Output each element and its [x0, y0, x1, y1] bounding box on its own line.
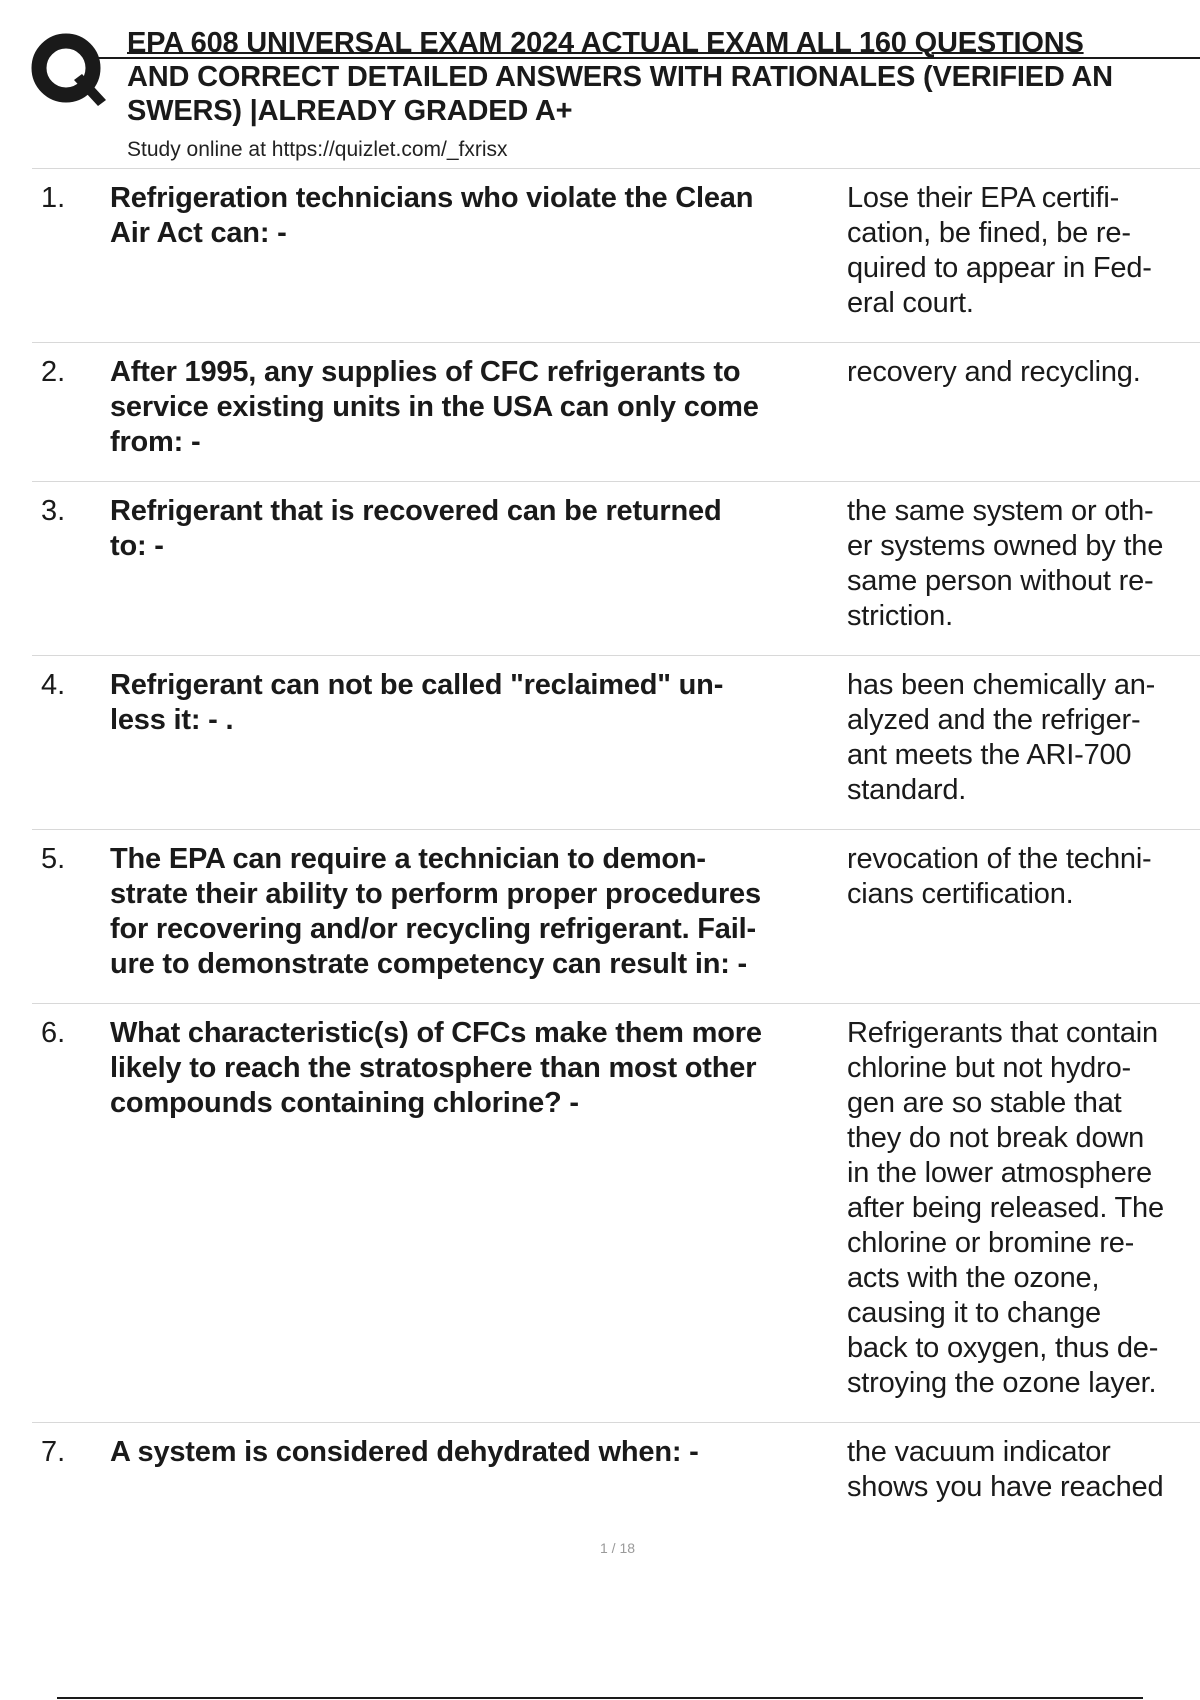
definition-line: quired to appear in Fed-	[847, 252, 1152, 284]
definition-line: acts with the ozone,	[847, 1262, 1100, 1294]
question-term	[110, 494, 838, 564]
item-number: 5.	[41, 843, 66, 875]
definition-line: they do not break down	[847, 1122, 1145, 1154]
item-number: 2.	[41, 356, 66, 388]
term-line: What characteristic(s) of CFCs make them more	[110, 1017, 762, 1049]
term-line: service existing units in the USA can only come	[110, 391, 759, 423]
term-line: from: -	[110, 426, 201, 458]
term-line: compounds containing chlorine? -	[110, 1087, 579, 1119]
term-line: less it: - .	[110, 704, 234, 736]
item-number: 4.	[41, 669, 66, 701]
definition-line: stroying the ozone layer.	[847, 1367, 1157, 1399]
item-number: 7.	[41, 1436, 66, 1468]
quizlet-logo-icon	[30, 30, 106, 112]
term-line: Refrigerant that is recovered can be returned	[110, 495, 722, 527]
term-line: Refrigerant can not be called "reclaimed" un-	[110, 669, 724, 701]
flashcard-list	[32, 169, 1200, 1526]
definition-line: cians certification.	[847, 878, 1074, 910]
flashcard-row	[32, 656, 1200, 830]
definition-line: back to oxygen, thus de-	[847, 1332, 1159, 1364]
bottom-rule	[57, 1697, 1143, 1699]
definition-line: er systems owned by the	[847, 530, 1164, 562]
definition-line: standard.	[847, 774, 967, 806]
item-number: 3.	[41, 495, 66, 527]
definition-line: has been chemically an-	[847, 669, 1156, 701]
definition-line: revocation of the techni-	[847, 843, 1152, 875]
definition-line: shows you have reached	[847, 1471, 1164, 1503]
definition-line: striction.	[847, 600, 953, 632]
definition-line: ant meets the ARI-700	[847, 739, 1132, 771]
term-line: Refrigeration technicians who violate the Clean	[110, 182, 754, 214]
answer-definition	[838, 355, 1200, 390]
answer-definition	[838, 668, 1200, 808]
question-term	[110, 1016, 838, 1121]
definition-line: causing it to change	[847, 1297, 1101, 1329]
definition-line: the same system or oth-	[847, 495, 1154, 527]
definition-line: cation, be fined, be re-	[847, 217, 1131, 249]
term-line: After 1995, any supplies of CFC refrigerants to	[110, 356, 741, 388]
item-number: 1.	[41, 182, 66, 214]
definition-line: eral court.	[847, 287, 974, 319]
answer-definition	[838, 181, 1200, 321]
title-line-1: EPA 608 UNIVERSAL EXAM 2024 ACTUAL EXAM ALL 160 QUESTIONS	[127, 27, 1084, 59]
definition-line: chlorine but not hydro-	[847, 1052, 1131, 1084]
definition-line: in the lower atmosphere	[847, 1157, 1152, 1189]
item-number: 6.	[41, 1017, 66, 1049]
term-line: strate their ability to perform proper procedures	[110, 878, 761, 910]
definition-line: Refrigerants that contain	[847, 1017, 1158, 1049]
term-line: A system is considered dehydrated when: -	[110, 1436, 699, 1468]
question-term	[110, 355, 838, 460]
definition-line: recovery and recycling.	[847, 356, 1141, 388]
title-line-2: AND CORRECT DETAILED ANSWERS WITH RATIONALES (VERIFIED AN	[127, 61, 1113, 93]
term-line: for recovering and/or recycling refrigerant. Fail-	[110, 913, 756, 945]
flashcard-row	[32, 169, 1200, 343]
definition-line: same person without re-	[847, 565, 1154, 597]
answer-definition	[838, 1016, 1200, 1401]
definition-line: Lose their EPA certifi-	[847, 182, 1120, 214]
flashcard-row	[32, 343, 1200, 482]
answer-definition	[838, 842, 1200, 912]
term-line: The EPA can require a technician to demon-	[110, 843, 706, 875]
question-term	[110, 181, 838, 251]
question-term	[110, 1435, 838, 1470]
term-line: Air Act can: -	[110, 217, 287, 249]
term-line: likely to reach the stratosphere than most other	[110, 1052, 757, 1084]
definition-line: after being released. The	[847, 1192, 1164, 1224]
answer-definition	[838, 494, 1200, 634]
flashcard-row	[32, 1423, 1200, 1526]
page-title	[127, 26, 1200, 128]
study-online-link[interactable]: Study online at https://quizlet.com/_fxrisx	[127, 138, 508, 161]
answer-definition	[838, 1435, 1200, 1505]
term-line: to: -	[110, 530, 164, 562]
question-term	[110, 668, 838, 738]
definition-line: the vacuum indicator	[847, 1436, 1111, 1468]
definition-line: alyzed and the refriger-	[847, 704, 1141, 736]
term-line: ure to demonstrate competency can result in: -	[110, 948, 747, 980]
title-line-3: SWERS) |ALREADY GRADED A+	[127, 95, 573, 127]
definition-line: chlorine or bromine re-	[847, 1227, 1135, 1259]
flashcard-row	[32, 1004, 1200, 1423]
flashcard-row	[32, 830, 1200, 1004]
flashcard-row	[32, 482, 1200, 656]
question-term	[110, 842, 838, 982]
page-number: 1 / 18	[599, 1540, 636, 1556]
definition-line: gen are so stable that	[847, 1087, 1122, 1119]
